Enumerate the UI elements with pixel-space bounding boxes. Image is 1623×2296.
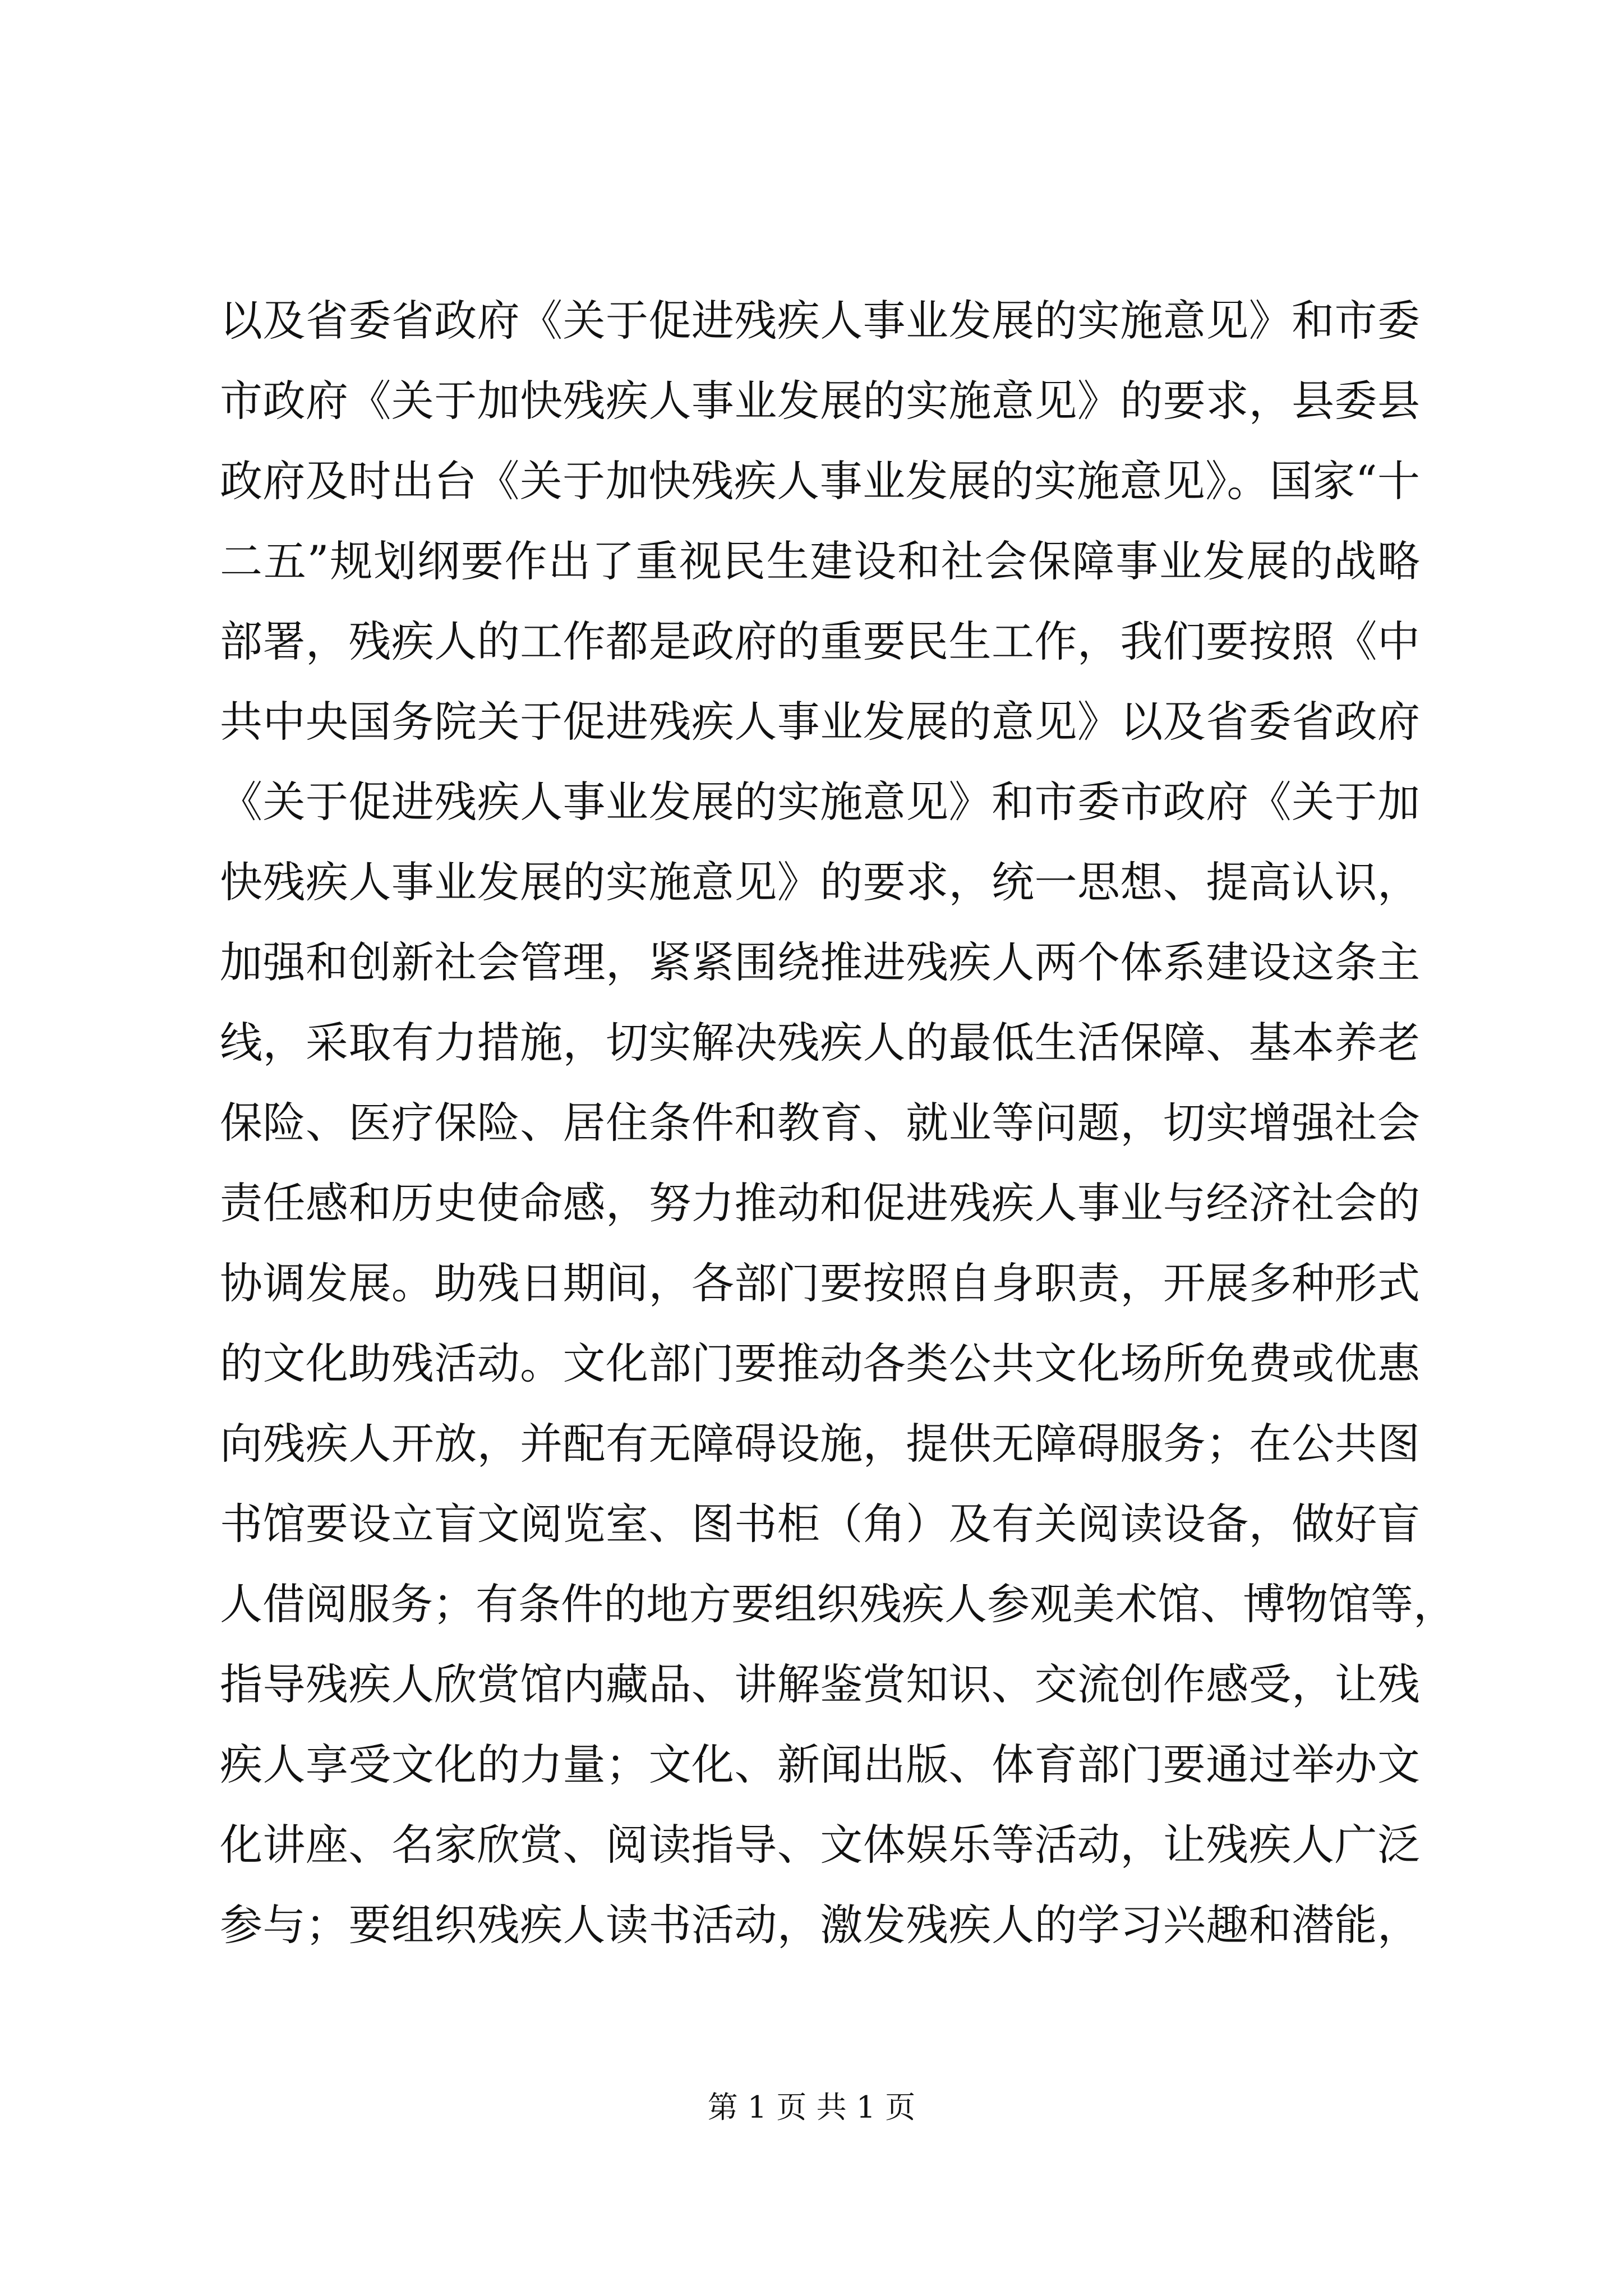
text-line-4: 二五”规划纲要作出了重视民生建设和社会保障事业发展的战略 (220, 536, 1420, 586)
text-line-3: 政府及时出台《关于加快残疾人事业发展的实施意见》。国家“十 (220, 456, 1420, 506)
text-line-18: 指导残疾人欣赏馆内藏品、讲解鉴赏知识、交流创作感受，让残 (220, 1659, 1420, 1709)
text-line-7: 《关于促进残疾人事业发展的实施意见》和市委市政府《关于加 (220, 777, 1420, 827)
text-line-11: 保险、医疗保险、居住条件和教育、就业等问题，切实增强社会 (220, 1098, 1420, 1148)
text-line-14: 的文化助残活动。文化部门要推动各类公共文化场所免费或优惠 (220, 1338, 1420, 1388)
text-line-6: 共中央国务院关于促进残疾人事业发展的意见》以及省委省政府 (220, 697, 1420, 747)
text-line-12: 责任感和历史使命感，努力推动和促进残疾人事业与经济社会的 (220, 1178, 1420, 1228)
text-line-5: 部署，残疾人的工作都是政府的重要民生工作，我们要按照《中 (220, 616, 1420, 666)
body-text (220, 280, 1456, 1965)
page-number-footer: 第 1 页 共 1 页 (707, 2090, 916, 2125)
text-line-17: 人借阅服务；有条件的地方要组织残疾人参观美术馆、博物馆等， (220, 1579, 1456, 1629)
text-line-8: 快残疾人事业发展的实施意见》的要求，统一思想、提高认识， (220, 857, 1420, 907)
text-line-21: 参与；要组织残疾人读书活动，激发残疾人的学习兴趣和潜能， (220, 1900, 1420, 1950)
text-line-13: 协调发展。助残日期间，各部门要按照自身职责，开展多种形式 (220, 1258, 1420, 1308)
text-line-2: 市政府《关于加快残疾人事业发展的实施意见》的要求，县委县 (220, 376, 1420, 426)
text-line-20: 化讲座、名家欣赏、阅读指导、文体娱乐等活动，让残疾人广泛 (220, 1820, 1420, 1870)
text-line-10: 线，采取有力措施，切实解决残疾人的最低生活保障、基本养老 (220, 1018, 1420, 1068)
text-line-9: 加强和创新社会管理，紧紧围绕推进残疾人两个体系建设这条主 (220, 937, 1420, 987)
text-line-16: 书馆要设立盲文阅览室、图书柜（角）及有关阅读设备，做好盲 (220, 1499, 1420, 1549)
text-line-1: 以及省委省政府《关于促进残疾人事业发展的实施意见》和市委 (220, 296, 1420, 346)
text-line-19: 疾人享受文化的力量；文化、新闻出版、体育部门要通过举办文 (220, 1740, 1420, 1789)
text-line-15: 向残疾人开放，并配有无障碍设施，提供无障碍服务；在公共图 (220, 1419, 1420, 1469)
